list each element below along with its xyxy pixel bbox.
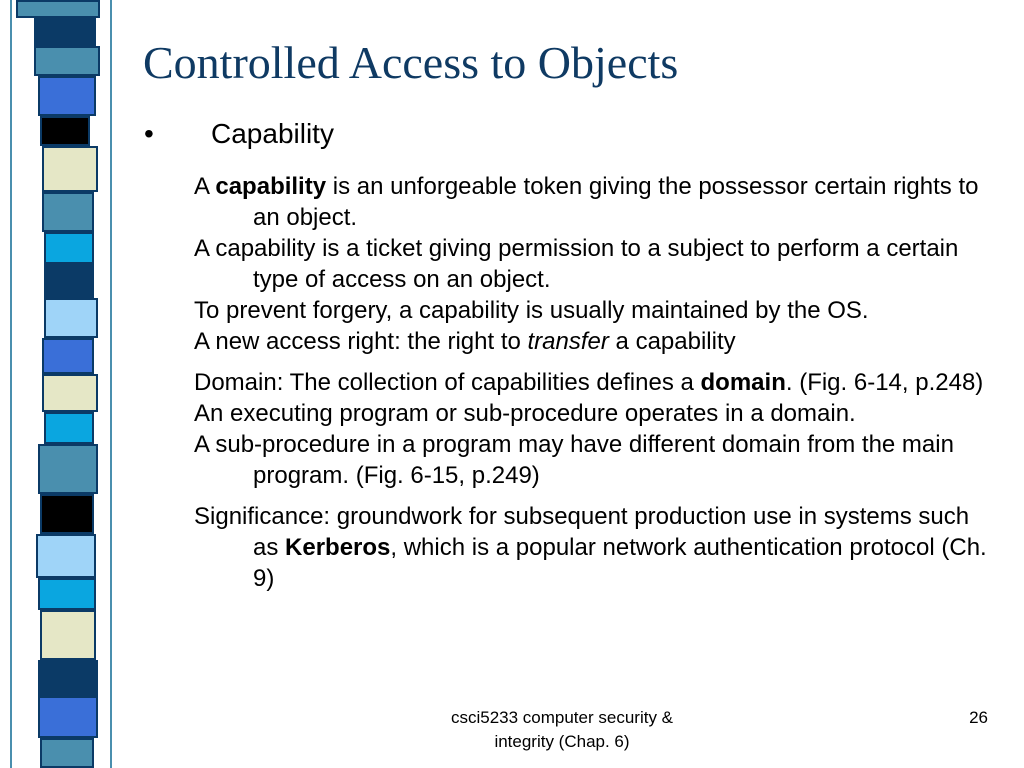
slide-body (194, 171, 994, 594)
strip-block (16, 0, 100, 18)
slide-title: Controlled Access to Objects (143, 37, 679, 88)
strip-block (38, 660, 98, 696)
paragraph-sub-procedure: A sub-procedure in a program may have different domain from the main program. (Fig. 6-15, p.249) (194, 431, 954, 489)
strip-line (10, 0, 12, 768)
strip-block (44, 264, 94, 298)
term-capability: capability (215, 173, 327, 200)
strip-block (40, 116, 90, 146)
paragraph-capability-definition: A capability is an unforgeable token giving the possessor certain rights to an object. (194, 173, 979, 231)
paragraph-domain: Domain: The collection of capabilities defines a domain. (Fig. 6-14, p.248) (194, 369, 984, 396)
strip-block (44, 232, 94, 264)
strip-block (42, 374, 98, 412)
paragraph-executing-program: An executing program or sub-procedure operates in a domain. (194, 400, 856, 427)
strip-block (34, 46, 100, 76)
strip-block (42, 192, 94, 232)
strip-block (42, 146, 98, 192)
strip-block (38, 696, 98, 738)
page-number: 26 (969, 708, 988, 727)
paragraph-capability-ticket: A capability is a ticket giving permission to a subject to perform a certain type of access on an object. (194, 235, 959, 293)
strip-block (34, 18, 96, 46)
term-kerberos: Kerberos (285, 534, 391, 561)
strip-block (40, 494, 94, 534)
paragraph-prevent-forgery: To prevent forgery, a capability is usually maintained by the OS. (194, 297, 869, 324)
strip-block (38, 76, 96, 116)
strip-block (42, 338, 94, 374)
strip-block (44, 298, 98, 338)
bullet-marker: • (144, 118, 154, 149)
term-transfer: transfer (527, 328, 609, 355)
term-domain: domain (700, 369, 786, 396)
strip-block (38, 444, 98, 494)
strip-block (40, 610, 96, 660)
strip-block (40, 738, 94, 768)
bullet-label: Capability (211, 118, 334, 149)
strip-block (44, 412, 94, 444)
decorative-left-strip (0, 0, 118, 768)
paragraph-significance: Significance: groundwork for subsequent production use in systems such as Kerberos, which is a popular network authentication protocol (Ch. 9) (194, 503, 987, 592)
paragraph-transfer-right: A new access right: the right to transfer a capability (194, 328, 736, 355)
strip-block (38, 578, 96, 610)
footer-course-label (412, 706, 712, 754)
strip-block (36, 534, 96, 578)
footer-line-1: csci5233 computer security & (450, 708, 674, 727)
strip-line (110, 0, 112, 768)
footer-line-2: integrity (Chap. 6) (494, 732, 630, 751)
